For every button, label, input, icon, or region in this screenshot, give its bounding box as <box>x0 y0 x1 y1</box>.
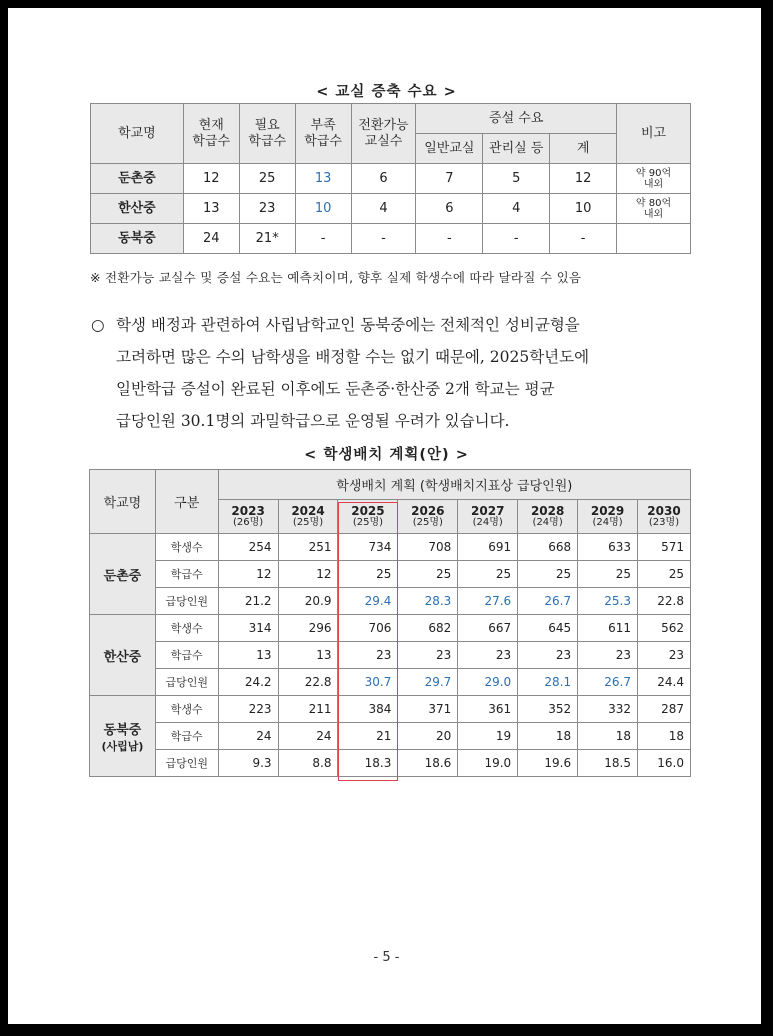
row-label: 학생수 <box>155 534 218 561</box>
table-row <box>90 588 691 615</box>
cell-value: 667 <box>458 615 518 642</box>
cell-value: 28.1 <box>518 669 578 696</box>
cell-value: 18 <box>638 723 691 750</box>
school-name: 동북중 (사립남) <box>90 696 156 777</box>
row-label: 급당인원 <box>155 750 218 777</box>
year-header: 2025 (25명) <box>338 500 398 534</box>
cell-value: 223 <box>218 696 278 723</box>
cell-value: 361 <box>458 696 518 723</box>
cell-value: 18.6 <box>398 750 458 777</box>
cell-value: 22.8 <box>638 588 691 615</box>
row-label: 학급수 <box>155 723 218 750</box>
table-row <box>90 669 691 696</box>
cell-value: 571 <box>638 534 691 561</box>
cell-value: 23 <box>518 642 578 669</box>
cell-value: 20 <box>398 723 458 750</box>
header-required: 필요 학급수 <box>239 104 295 164</box>
cell-value: 18 <box>518 723 578 750</box>
cell-value: 28.3 <box>398 588 458 615</box>
row-label: 급당인원 <box>155 588 218 615</box>
classroom-expansion-table <box>90 103 691 254</box>
cell-value: 296 <box>278 615 338 642</box>
school-name: 둔촌중 <box>90 534 156 615</box>
cell-value: 26.7 <box>578 669 638 696</box>
table-row: 한산중 13 23 10 4 6 4 10 약 80억 내외 <box>91 194 691 224</box>
cell-value: 734 <box>338 534 398 561</box>
year-header: 2023 (26명) <box>218 500 278 534</box>
cell-value: 18 <box>578 723 638 750</box>
cell-value: 20.9 <box>278 588 338 615</box>
paragraph-line: 일반학급 증설이 완료된 이후에도 둔촌중·한산중 2개 학교는 평균 <box>116 380 555 398</box>
cell-value: 314 <box>218 615 278 642</box>
cell-value: 25 <box>398 561 458 588</box>
table-row <box>90 534 691 561</box>
row-label: 학생수 <box>155 615 218 642</box>
cell-value: 25 <box>638 561 691 588</box>
cell-value: 691 <box>458 534 518 561</box>
cell-value: 19 <box>458 723 518 750</box>
cell-value: 12 <box>218 561 278 588</box>
cell-value: 18.5 <box>578 750 638 777</box>
cell-value: 13 <box>218 642 278 669</box>
header-convertible: 전환가능 교실수 <box>351 104 416 164</box>
paragraph-line: 학생 배정과 관련하여 사립남학교인 동북중에는 전체적인 성비균형을 <box>116 316 580 334</box>
year-header: 2028 (24명) <box>518 500 578 534</box>
cell-value: 27.6 <box>458 588 518 615</box>
cell-value: 562 <box>638 615 691 642</box>
cell-value: 26.7 <box>518 588 578 615</box>
row-label: 급당인원 <box>155 669 218 696</box>
cell-value: 18.3 <box>338 750 398 777</box>
year-header: 2029 (24명) <box>578 500 638 534</box>
header-current: 현재 학급수 <box>183 104 239 164</box>
cell-value: 25 <box>518 561 578 588</box>
table-row: 둔촌중 12 25 13 6 7 5 12 약 90억 내외 <box>91 164 691 194</box>
table-row <box>90 723 691 750</box>
table-row <box>90 615 691 642</box>
cell-value: 21 <box>338 723 398 750</box>
cell-value: 706 <box>338 615 398 642</box>
cell-value: 19.6 <box>518 750 578 777</box>
cell-value: 8.8 <box>278 750 338 777</box>
cell-value: 19.0 <box>458 750 518 777</box>
paragraph-line: 고려하면 많은 수의 남학생을 배정할 수는 없기 때문에, 2025학년도에 <box>116 348 590 366</box>
table-row: 동북중 24 21* - - - - - <box>91 224 691 254</box>
cell-value: 29.0 <box>458 669 518 696</box>
student-placement-title: < 학생배치 계획(안) > <box>304 447 469 463</box>
bullet-circle: ○ <box>91 316 105 334</box>
header-general: 일반교실 <box>416 134 483 164</box>
year-header: 2027 (24명) <box>458 500 518 534</box>
cell-value: 287 <box>638 696 691 723</box>
cell-value: 9.3 <box>218 750 278 777</box>
cell-value: 30.7 <box>338 669 398 696</box>
school-name: 한산중 <box>90 615 156 696</box>
header-expansion: 증설 수요 <box>416 104 617 134</box>
cell-value: 23 <box>578 642 638 669</box>
header-category: 구분 <box>155 470 218 534</box>
year-header: 2030 (23명) <box>638 500 691 534</box>
cell-value: 16.0 <box>638 750 691 777</box>
header-shortage: 부족 학급수 <box>295 104 351 164</box>
cell-value: 24.2 <box>218 669 278 696</box>
cell-value: 25 <box>338 561 398 588</box>
cell-value: 13 <box>278 642 338 669</box>
cell-value: 24 <box>278 723 338 750</box>
cell-value: 668 <box>518 534 578 561</box>
header-plan: 학생배치 계획 (학생배치지표상 급당인원) <box>218 470 690 500</box>
cell-value: 25 <box>578 561 638 588</box>
cell-value: 332 <box>578 696 638 723</box>
page-number: - 5 - <box>373 950 400 965</box>
table-row <box>90 750 691 777</box>
cell-value: 12 <box>278 561 338 588</box>
footnote: ※ 전환가능 교실수 및 증설 수요는 예측치이며, 향후 실제 학생수에 따라 달라질 수 있음 <box>90 270 582 285</box>
row-label: 학급수 <box>155 642 218 669</box>
cell-value: 371 <box>398 696 458 723</box>
cell-value: 29.7 <box>398 669 458 696</box>
cell-value: 352 <box>518 696 578 723</box>
header-remark: 비고 <box>617 104 691 164</box>
cell-value: 24.4 <box>638 669 691 696</box>
cell-value: 23 <box>458 642 518 669</box>
cell-value: 633 <box>578 534 638 561</box>
cell-value: 21.2 <box>218 588 278 615</box>
header-school: 학교명 <box>90 470 156 534</box>
row-label: 학생수 <box>155 696 218 723</box>
header-total: 계 <box>550 134 617 164</box>
header-admin: 관리실 등 <box>483 134 550 164</box>
cell-value: 254 <box>218 534 278 561</box>
cell-value: 24 <box>218 723 278 750</box>
cell-value: 29.4 <box>338 588 398 615</box>
cell-value: 23 <box>638 642 691 669</box>
header-school: 학교명 <box>91 104 184 164</box>
year-header: 2024 (25명) <box>278 500 338 534</box>
cell-value: 25.3 <box>578 588 638 615</box>
cell-value: 611 <box>578 615 638 642</box>
cell-value: 211 <box>278 696 338 723</box>
year-header: 2026 (25명) <box>398 500 458 534</box>
cell-value: 23 <box>338 642 398 669</box>
cell-value: 384 <box>338 696 398 723</box>
cell-value: 682 <box>398 615 458 642</box>
paragraph-line: 급당인원 30.1명의 과밀학급으로 운영될 우려가 있습니다. <box>116 412 510 430</box>
cell-value: 25 <box>458 561 518 588</box>
cell-value: 708 <box>398 534 458 561</box>
student-placement-table <box>89 469 691 777</box>
table-row <box>90 696 691 723</box>
row-label: 학급수 <box>155 561 218 588</box>
cell-value: 251 <box>278 534 338 561</box>
cell-value: 22.8 <box>278 669 338 696</box>
table-row <box>90 561 691 588</box>
cell-value: 23 <box>398 642 458 669</box>
classroom-expansion-title: < 교실 증축 수요 > <box>316 84 457 100</box>
body-paragraph <box>91 309 706 437</box>
table-row <box>90 642 691 669</box>
cell-value: 645 <box>518 615 578 642</box>
